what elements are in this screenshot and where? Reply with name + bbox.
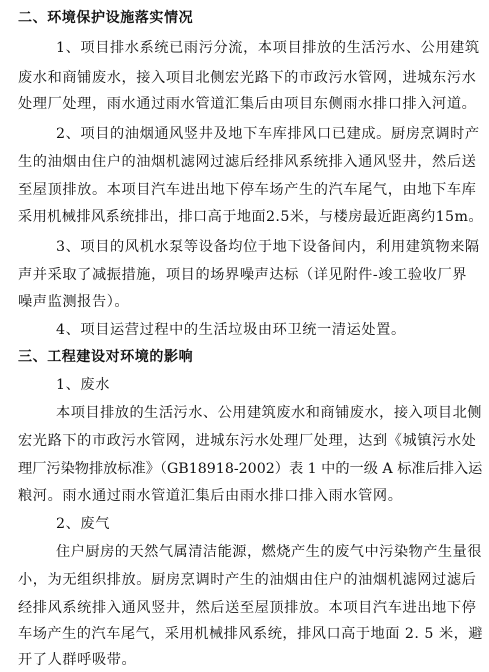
paragraph-line: 废水和商铺废水，接入项目北侧宏光路下的市政污水管网，进城东污水: [18, 70, 477, 86]
section-heading-environmental-impact: 三、工程建设对环境的影响: [18, 349, 194, 365]
paragraph-line: 生的油烟由住户的油烟机滤网过滤后经排风系统排入通风竖井，然后送: [18, 154, 477, 170]
paragraph-line: 住户厨房的天然气属清洁能源，燃烧产生的废气中污染物产生量很: [56, 544, 482, 560]
paragraph-line: 本项目排放的生活污水、公用建筑废水和商铺废水，接入项目北侧: [56, 405, 482, 421]
paragraph-line: 开了人群呼吸带。: [18, 652, 137, 668]
paragraph-line: 3、项目的风机水泵等设备均位于地下设备间内，利用建筑物来隔: [56, 239, 480, 255]
paragraph-line: 宏光路下的市政污水管网，进城东污水处理厂处理，达到《城镇污水处: [18, 433, 477, 449]
paragraph-line: 经排风系统排入通风竖井，然后送至屋顶排放。本项目汽车进出地下停: [18, 600, 477, 616]
subsection-title-wastewater: 1、废水: [56, 377, 110, 393]
paragraph-line: 4、项目运营过程中的生活垃圾由环卫统一清运处置。: [56, 322, 406, 338]
paragraph-line: 采用机械排风系统排出，排口高于地面2.5米，与楼房最近距离约15m。: [18, 209, 483, 225]
subsection-title-exhaust-gas: 2、废气: [56, 516, 110, 532]
paragraph-line: 噪声监测报告）。: [18, 294, 130, 310]
paragraph-line: 粮河。雨水通过雨水管道汇集后由雨水排口排入雨水管网。: [18, 488, 403, 504]
paragraph-line: 车场产生的汽车尾气，采用机械排风系统，排风口高于地面 2. 5 米，避: [18, 626, 484, 642]
section-heading-environmental-facilities: 二、环境保护设施落实情况: [18, 10, 194, 26]
paragraph-line: 理厂污染物排放标准》（GB18918-2002）表 1 中的一级 A 标准后排入运: [18, 461, 483, 477]
paragraph-line: 小，为无组织排放。厨房烹调时产生的油烟由住户的油烟机滤网过滤后: [18, 572, 477, 588]
paragraph-line: 处理厂处理，雨水通过雨水管道汇集后由项目东侧雨水排口排入河道。: [18, 96, 477, 112]
paragraph-line: 1、项目排水系统已雨污分流，本项目排放的生活污水、公用建筑: [56, 40, 480, 56]
paragraph-line: 声并采取了减振措施，项目的场界噪声达标（详见附件-竣工验收厂界: [18, 267, 468, 283]
paragraph-line: 至屋顶排放。本项目汽车进出地下停车场产生的汽车尾气，由地下车库: [18, 182, 477, 198]
paragraph-line: 2、项目的油烟通风竖井及地下车库排风口已建成。厨房烹调时产: [56, 126, 480, 142]
